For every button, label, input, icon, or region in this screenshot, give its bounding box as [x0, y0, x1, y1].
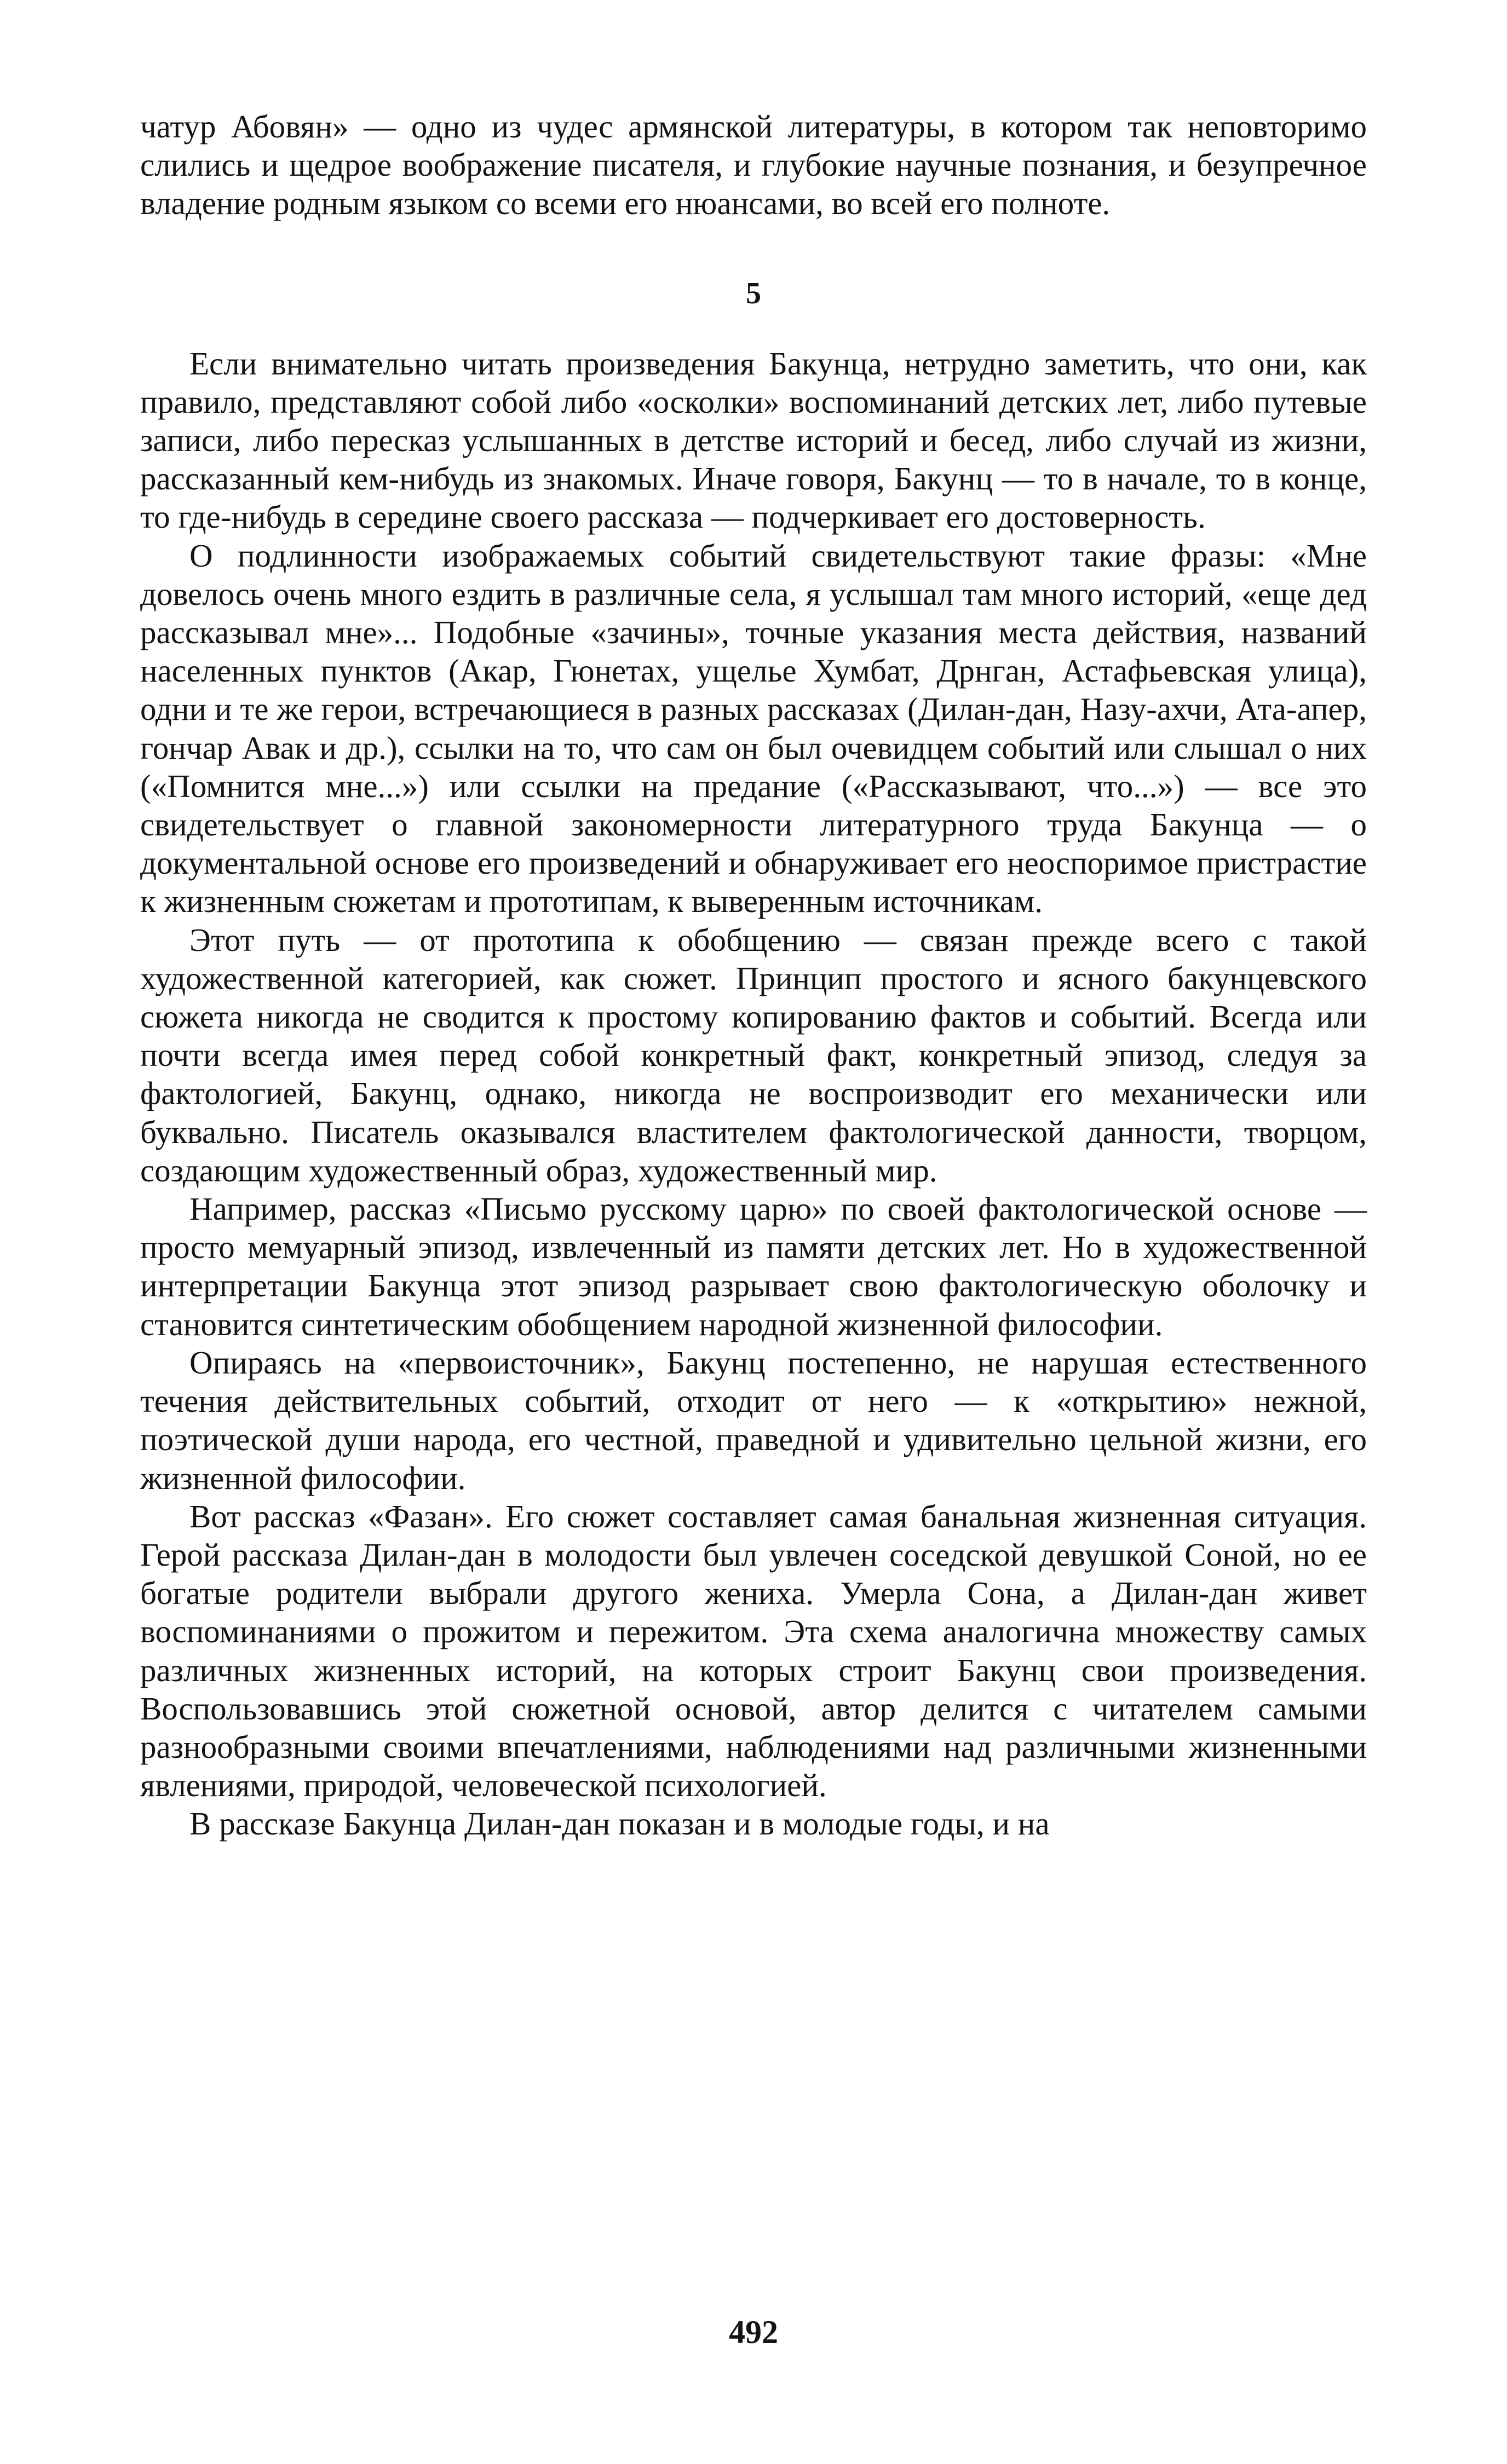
- paragraph-6: Вот рассказ «Фазан». Его сюжет составляет самая банальная жизненная ситуация. Герой рассказа Дилан-дан в молодости был увлечен соседской девушкой Соной, но ее богатые родители выбрали другого жениха. Умерла Сона, а Дилан-дан живет воспоминаниями о прожитом и пережитом. Эта схема аналогична множеству самых различных жизненных историй, на которых строит Бакунц свои произведения. Воспользовавшись этой сюжетной основой, автор делится с читателем самыми разнообразными своими впечатлениями, наблюдениями над различными жизненными явлениями, природой, человеческой психологией.: [140, 1498, 1367, 1804]
- paragraph-5: Опираясь на «первоисточник», Бакунц постепенно, не нарушая естественного течения действительных событий, отходит от него — к «открытию» нежной, поэтической души народа, его честной, праведной и удивительно цельной жизни, его жизненной философии.: [140, 1344, 1367, 1496]
- section-number: 5: [746, 276, 761, 310]
- paragraph-2: О подлинности изображаемых событий свидетельствуют такие фразы: «Мне довелось очень много ездить в различные села, я услышал там много историй, «еще дед рассказывал мне»... Подобные «зачины», точные указания места действия, названий населенных пунктов (Акар, Гюнетах, ущелье Хумбат, Дрнган, Астафьевская улица), одни и те же герои, встречающиеся в разных рассказах (Дилан-дан, Назу-ахчи, Ата-апер, гончар Авак и др.), ссылки на то, что сам он был очевидцем событий или слышал о них («Помнится мне...») или ссылки на предание («Рассказывают, что...») — все это свидетельствует о главной закономерности литературного труда Бакунца — о документальной основе его произведений и обнаруживает его неоспоримое пристрастие к жизненным сюжетам и прототипам, к выверенным источникам.: [140, 537, 1367, 920]
- paragraph-1: Если внимательно читать произведения Бакунца, нетрудно заметить, что они, как правило, представляют собой либо «осколки» воспоминаний детских лет, либо путевые записи, либо пересказ услышанных в детстве историй и бесед, либо случай из жизни, рассказанный кем-нибудь из знакомых. Иначе говоря, Бакунц — то в начале, то в конце, то где-нибудь в середине своего рассказа — подчеркивает его достоверность.: [140, 345, 1367, 535]
- text-column: [140, 107, 1367, 1843]
- paragraph-7: В рассказе Бакунца Дилан-дан показан и в молодые годы, и на: [189, 1805, 1050, 1842]
- page-number: 492: [729, 2314, 778, 2350]
- paragraph-4: Например, рассказ «Письмо русскому царю» по своей фактологической основе — просто мемуарный эпизод, извлеченный из памяти детских лет. Но в художественной интерпретации Бакунца этот эпизод разрывает свою фактологическую оболочку и становится синтетическим обобщением народной жизненной философии.: [140, 1191, 1367, 1342]
- opening-paragraph: чатур Абовян» — одно из чудес армянской литературы, в котором так неповторимо слились и щедрое воображение писателя, и глубокие научные познания, и безупречное владение родным языком со всеми его нюансами, во всей его полноте.: [140, 108, 1367, 222]
- paragraph-3: Этот путь — от прототипа к обобщению — связан прежде всего с такой художественной категорией, как сюжет. Принцип простого и ясного бакунцевского сюжета никогда не сводится к простому копированию фактов и событий. Всегда или почти всегда имея перед собой конкретный факт, конкретный эпизод, следуя за фактологией, Бакунц, однако, никогда не воспроизводит его механически или буквально. Писатель оказывался властителем фактологической данности, творцом, создающим художественный образ, художественный мир.: [140, 921, 1367, 1188]
